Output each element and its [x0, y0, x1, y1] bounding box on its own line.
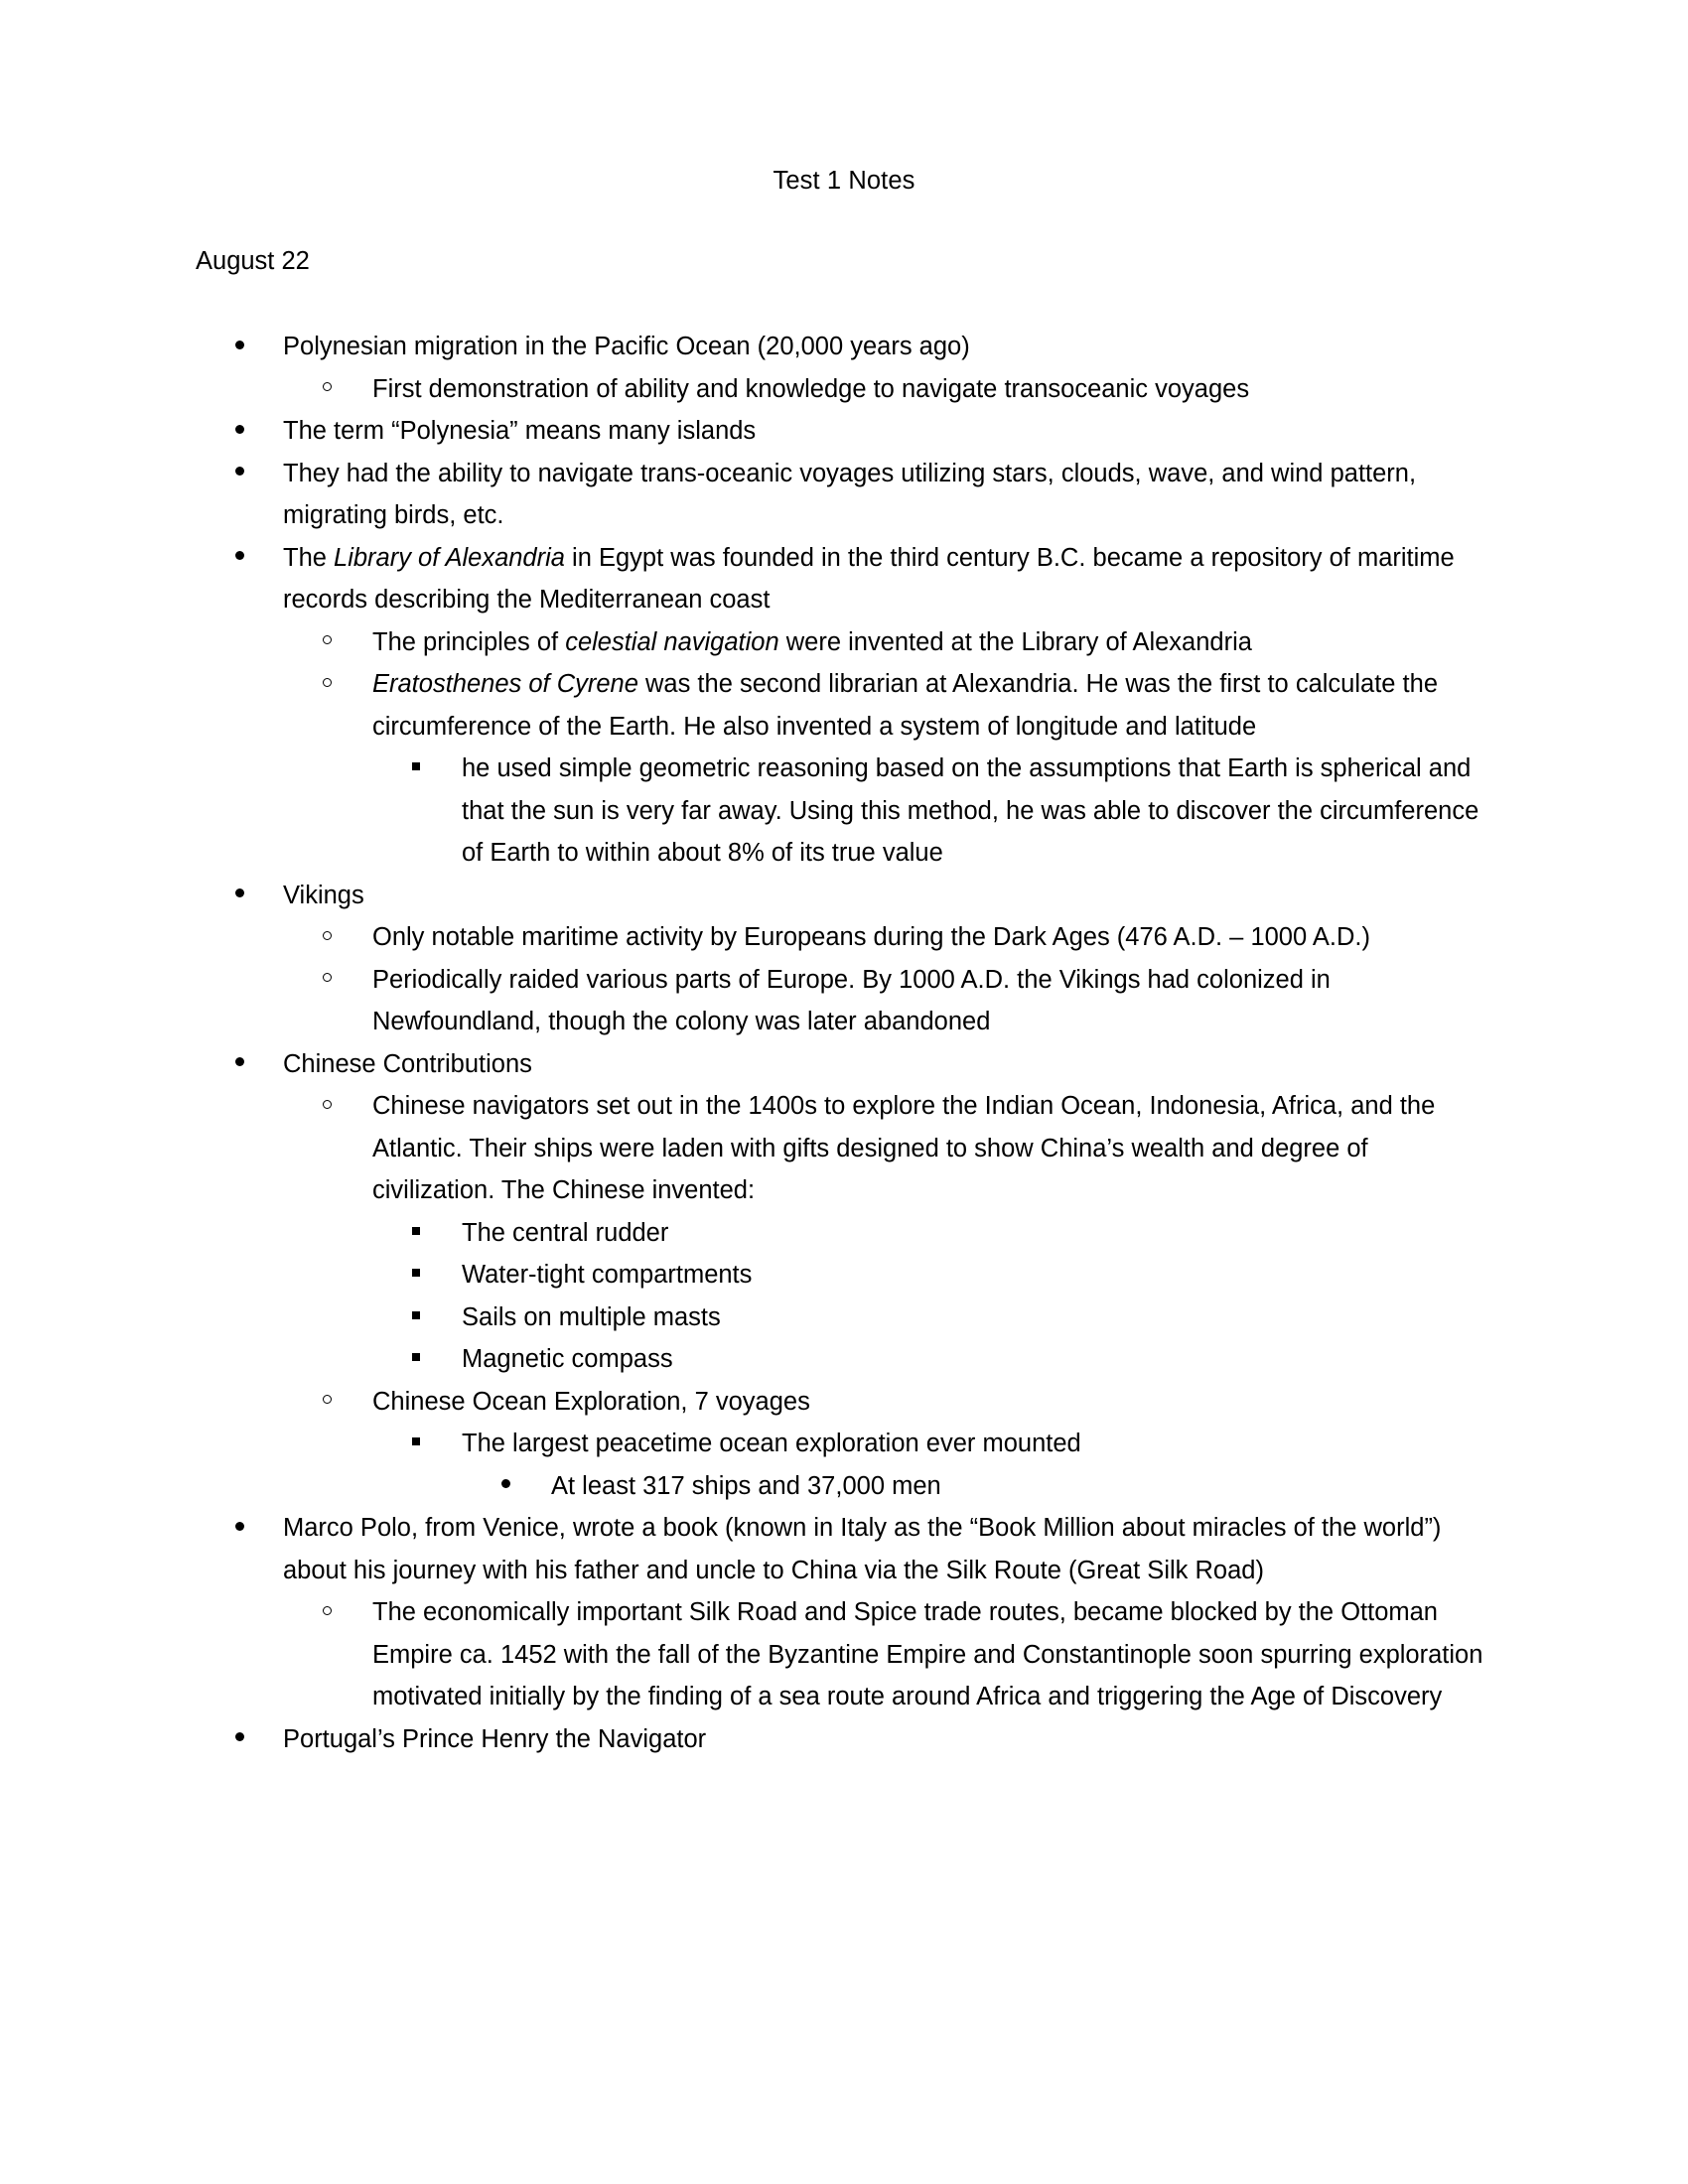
bullet-filled-square-icon [412, 1212, 420, 1255]
list-item-text: The central rudder [462, 1218, 669, 1247]
list-item-text: The term “Polynesia” means many islands [283, 417, 757, 445]
list-item [283, 368, 1494, 411]
list-item [283, 916, 1494, 959]
bullet-filled-square-icon [412, 748, 420, 790]
italic-run: Library of Alexandria [334, 543, 565, 572]
bullet-filled-square-icon [412, 1423, 420, 1465]
text-run: in Egypt was founded in the third century B.C. became a repository of maritime records describing the Mediterranean coast [283, 543, 1455, 614]
list-item-text: Polynesian migration in the Pacific Ocean (20,000 years ago) [283, 333, 970, 360]
list-item [194, 453, 1494, 537]
bullet-filled-square-icon [412, 1338, 420, 1381]
list-item [283, 959, 1494, 1043]
list-item [372, 1297, 1494, 1339]
list-item [372, 1212, 1494, 1255]
bullet-hollow-circle-icon [323, 368, 332, 411]
list-item-text [372, 663, 1494, 748]
bullet-filled-circle-icon [235, 453, 255, 495]
bullet-filled-circle-icon [235, 1718, 255, 1761]
list-item-text: Periodically raided various parts of Europe. By 1000 A.D. the Vikings had colonized in Newfoundland, though the colony was later abandoned [372, 965, 1331, 1035]
list-item [194, 1718, 1494, 1761]
bullet-hollow-circle-icon [323, 1381, 332, 1424]
sublist [283, 621, 1494, 875]
list-item [194, 1043, 1494, 1508]
sublist [283, 916, 1494, 1043]
list-item-text: The largest peacetime ocean exploration ever mounted [462, 1430, 1081, 1457]
list-item [372, 1338, 1494, 1381]
sublist [372, 748, 1494, 875]
list-item-text: he used simple geometric reasoning based on the assumptions that Earth is spherical and that the sun is very far away. Using this method, he was able to discover the circumference of Earth to within about 8% of its true value [462, 754, 1479, 867]
list-item-text: Chinese navigators set out in the 1400s to explore the Indian Ocean, Indonesia, Africa, and the Atlantic. Their ships were laden with gifts designed to show China’s wealth and degree of civilization. The Chinese invented: [372, 1092, 1436, 1204]
page-title: Test 1 Notes [773, 167, 915, 195]
sublist [283, 368, 1494, 411]
list-item [372, 1423, 1494, 1507]
list-item [462, 1465, 1494, 1508]
bullet-filled-circle-icon [235, 1043, 255, 1086]
bullet-filled-circle-icon [235, 1507, 255, 1550]
list-item-text: At least 317 ships and 37,000 men [551, 1471, 941, 1500]
list-item [283, 1381, 1494, 1508]
list-item-text: Magnetic compass [462, 1345, 673, 1373]
list-item [194, 1507, 1494, 1718]
list-item [283, 1591, 1494, 1718]
bullet-filled-square-icon [412, 1297, 420, 1339]
text-run: were invented at the Library of Alexandria [778, 627, 1252, 656]
sublist [283, 1591, 1494, 1718]
list-item-text: Only notable maritime activity by Europeans during the Dark Ages (476 A.D. – 1000 A.D.) [372, 923, 1370, 951]
sublist [283, 1085, 1494, 1507]
list-item-text: Water-tight compartments [462, 1261, 753, 1289]
bullet-hollow-circle-icon [323, 1085, 332, 1128]
bullet-filled-circle-icon [501, 1465, 510, 1508]
bullet-hollow-circle-icon [323, 916, 332, 959]
notes-outline [194, 326, 1494, 1760]
bullet-hollow-circle-icon [323, 1591, 332, 1634]
date-heading: August 22 [196, 246, 310, 275]
bullet-filled-circle-icon [235, 410, 255, 453]
sublist [372, 1423, 1494, 1507]
bullet-filled-circle-icon [235, 537, 255, 580]
bullet-filled-square-icon [412, 1254, 420, 1297]
list-item [194, 537, 1494, 875]
italic-run: celestial navigation [565, 627, 779, 656]
bullet-filled-circle-icon [235, 875, 255, 917]
list-item [372, 1254, 1494, 1297]
list-item [194, 326, 1494, 410]
list-item-text: Chinese Ocean Exploration, 7 voyages [372, 1387, 810, 1416]
list-item [372, 748, 1494, 875]
bullet-filled-circle-icon [235, 326, 255, 368]
list-item-text [283, 537, 1494, 621]
list-item-text [372, 621, 1494, 664]
text-run: The [283, 543, 335, 572]
list-item [283, 1085, 1494, 1381]
sublist [462, 1465, 1494, 1508]
list-item-text: Portugal’s Prince Henry the Navigator [283, 1724, 707, 1753]
list-item [194, 875, 1494, 1043]
italic-run: Eratosthenes of Cyrene [372, 670, 638, 698]
list-item-text: Chinese Contributions [283, 1049, 532, 1078]
text-run: was the second librarian at Alexandria. He was the first to calculate the circumference of the Earth. He also invented a system of longitude and latitude [372, 670, 1438, 741]
bullet-hollow-circle-icon [323, 621, 332, 664]
list-item-text: Sails on multiple masts [462, 1302, 721, 1331]
list-item [283, 621, 1494, 664]
list-item-text: They had the ability to navigate trans-oceanic voyages utilizing stars, clouds, wave, and wind pattern, migrating birds, etc. [283, 459, 1417, 529]
list-item-text: First demonstration of ability and knowledge to navigate transoceanic voyages [372, 374, 1250, 403]
bullet-hollow-circle-icon [323, 663, 332, 706]
bullet-hollow-circle-icon [323, 959, 332, 1002]
text-run: The principles of [372, 627, 566, 656]
list-item-text: The economically important Silk Road and Spice trade routes, became blocked by the Ottoman Empire ca. 1452 with the fall of the Byzantine Empire and Constantinople soon spurring exploration motivated initially by the finding of a sea route around Africa and triggering the Age of Discovery [372, 1598, 1483, 1710]
list-item [194, 410, 1494, 453]
list-item-text: Marco Polo, from Venice, wrote a book (known in Italy as the “Book Million about miracles of the world”) about his journey with his father and uncle to China via the Silk Route (Great Silk Road) [283, 1514, 1442, 1584]
sublist [372, 1212, 1494, 1381]
list-item [283, 663, 1494, 875]
list-item-text: Vikings [283, 881, 364, 909]
